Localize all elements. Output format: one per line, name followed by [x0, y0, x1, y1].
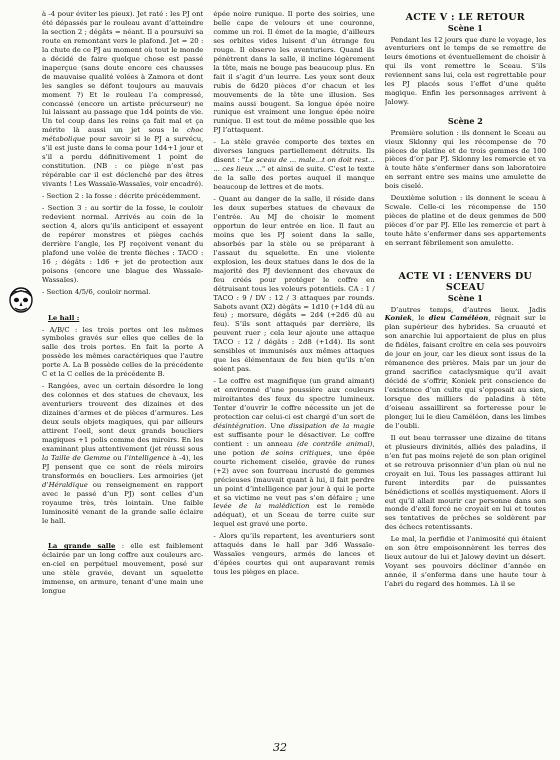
paragraph: Pendant les 12 jours que dure le voyage, les aventuriers ont le temps de se remettre de leurs émotions et éventuellement de choisir à qui ils vont remettre le Sceau. S’ils reviennent sans lui, cela est regrettable pour les PJ placés sous l’effet d’une quête magique. Enfin les personnages arrivent à Jalowy. — [384, 35, 546, 107]
column-2 — [213, 10, 374, 722]
paragraph: Le mal, la perfidie et l’animosité qui étaient en son être empoisonnèrent les terres des lieux autour de lui et Jalowy devint un désert. Voyant ses pouvoirs décliner d’année en année, il s’enferma dans une haute tour à l’abri du regard des hommes. Là il se — [384, 535, 546, 589]
paragraph: - Section 4/5/6, couloir normal. — [42, 287, 151, 296]
section-heading-hall: Le hall : — [48, 313, 80, 322]
skull-face-icon — [6, 286, 36, 316]
act-6-scene-1-title: Scène 1 — [447, 293, 483, 304]
paragraph: La grande salle : elle est faiblement éclairée par un long coffre aux couleurs arc-en-ciel en perpétuel mouvement, posé sur une stèle gravée, devant un squelette immense, en armure, tenant d’une main une longue — [42, 542, 204, 596]
paragraph: Deuxième solution : ils donnent le sceau à Scwale. Celle-ci les récompense de 150 pièces de platine et de deux gemmes de 500 pièces d’or par PJ. Elle les remercie et part à toute hâte s’enfermer dans ses appartements en serrant fébrilement son amulette. — [384, 194, 546, 248]
paragraph: épée noire runique. Il porte des soiries, une belle cape de velours et une couronne, comme un roi. Il émet de la magie, d’ailleurs ses orbites vides luisent d’un étrange feu rouge. Il observe les aventuriers. Quand ils pénètrent dans la salle, il incline légèrement la tête, mais ne bouge pas beaucoup plus. En fait il s’agit d’un leurre. Les yeux sont deux rubis de 6d20 pièces d’or chacun et les mouvements de la tête une illusion. Ses mains aussi bougent. Sa longue épée noire runique est vraiment une longue épée noire runique. Il est tout de même possible que les PJ l’attaquent. — [213, 10, 375, 135]
text-columns — [42, 10, 546, 722]
column-3 — [385, 10, 546, 722]
page-number: 32 — [273, 741, 287, 754]
paragraph: à -4 pour éviter les pieux). Jet raté : les PJ ont été dépassés par le rouleau avant d’atteindre la section 2 ; dégâts = néant. Il a poursuivi sa route en remontant vers le plafond. Jet = 20 : la chute de ce PJ au moment où tout le monde a décidé de faire quelque chose est passé inaperçue (sans doute encore ces chausses de mauvaise qualité volées à Zamora et dont les sangles se défont toujours au mauvais moment ?) Et le rouleau l’a compressé, concassé (encore un artiste précurseur) ne lui laissant au passage que 1d4 points de vie. Un tel coup dans les reins ça fait mal et ça mérite là aussi un jet sous le choc métabolique pour savoir si le PJ a survécu, s’il est juste dans le coma pour 1d4+1 jour et s’il a perdu définitivement 1 point de constitution. (NB : ce piège n’est pas répérable car il est déclenché par des êtres vivants ! Les Wassaïe-Wassaïes, voir encadré). — [42, 10, 204, 189]
paragraph: - Alors qu’ils repartent, les aventuriers sont attaqués dans le hall par 3d6 Wassaïe-Wassaïes vengeurs, armés de lances et d’épées courtes qui ont auparavant remis tous les pièges en place. — [213, 532, 375, 577]
paragraph: Il eut beau terrasser une dizaine de titans et plusieurs divinités, alliés des paladins, il n’en fut pas moins rejeté de son plan originel et se retrouva prisonnier d’un plan où nul ne croyait en lui. Tous les passages attirant lui furent interdits par de puissantes bénédictions et scellés mystiquement. Alors il eut qu’il allait mourir car personne dans son monde d’exil forcé ne croyait en lui et toutes ses tentatives de prêches se soldèrent par des échecs retentissants. — [384, 433, 546, 532]
paragraph: - Quant au danger de la salle, il réside dans les deux superbes statues de chevaux de l’entrée. Au MJ de choisir le moment opportun de leur entrée en lice. Il faut au moins que les PJ soient dans la salle, absorbés par la stèle ou se préparant à l’assaut du squelette. En une violente explosion, les deux statues dans le dos de la majorité des PJ deviennent des chevaux de feu créés pour protéger le coffre en détruisant tous les voleurs potentiels. CA : 1 / TACO : 9 / DV : 12 / 3 attaques par rounds. Sabots avant (X2) dégâts = 1d10 (+1d4 dû au feu) ; morsure, dégâts = 2d4 (+2d6 dû au feu). S’ils sont attaqués par derrière, ils peuvent ruer ; cela leur ajoute une attaque TACO : 12 / dégâts : 2d8 (+1d4). Ils sont sensibles et immunisés aux mêmes attaques que les élémentaux de feu bien qu’ils n’en soient pas. — [213, 195, 375, 374]
paragraph: - Rangées, avec un certain désordre le long des colonnes et des statues de chevaux, les aventuriers trouvent des dizaines et des dizaines d’armes et de pièces d’armures. Les deux seuls objets magiques, qui par ailleurs attirent l’oeil, sont deux grands boucliers magiques +1 polis comme des miroirs. En les examinant plus attentivement (jet réussi sous la Taille de Gemme ou l’intelligence à -4), les PJ pensent que ce sont de réels miroirs transformés en boucliers. Les armoiries (jet d’Héraldique ou renseignement en rapport avec le passé d’un PJ) sont celles d’un royaume très, très lointain. Une faible luminosité venant de la grande salle éclaire le hall. — [42, 382, 204, 525]
paragraph: - Section 2 : la fosse : décrite précédemment. — [42, 192, 201, 201]
paragraph: - Section 3 : au sortir de la fosse, le couloir redevient normal. Arrivés au coin de la section 4, alors qu’ils anticipent et essayent de repérer monstres et pièges cachés derrière l’angle, les PJ reçoivent venant du plafond une volée de trente flèches : TACO : 16 ; dégâts : 1d6 + jet de protection aux poisons (encore une blague des Wassaïe-Wassaïes). — [42, 204, 204, 284]
act-5-scene-2-title: Scène 2 — [447, 116, 483, 127]
paragraph: - A/B/C : les trois portes ont les mêmes symboles gravés sur elles que celles de la salle des trois portes. En fait la porte A possède les mêmes caractériques que l’autre porte A. La B possède celles de la précédente C et la C celles de la précédente B. — [42, 325, 204, 379]
section-heading-grande-salle: La grande salle — [48, 542, 116, 551]
column-1 — [42, 10, 203, 722]
act-5-title: ACTE V : LE RETOUR — [405, 12, 525, 23]
act-6-title: ACTE VI : L’ENVERS DU SCEAU — [398, 271, 533, 294]
paragraph: Première solution : ils donnent le Sceau au vieux Sklonny qui les récompense de 70 pièces de platine et de trois gemmes de 100 pièces d’or par PJ. Sklonny les remercie et va à toute hâte s’enfermer dans son laboratoire en serrant entre ses mains une amulette de bois ciselé. — [384, 128, 546, 191]
paragraph: D’autres temps, d’autres lieux. Jadis Koniek, le dieu Caméléon, régnait sur le plan supérieur des hybrides. Sa cruauté et son anarchie lui apportaient de plus en plus de fidèles, faisant croître en cela ses pouvoirs de jour en jour, car les dieux sont issus de la rémanence des prières. Mais par un jour de grand sacrifice cataclysmique qu’il avait décidé de s’offrir, Koniek prit conscience de l’existence d’un culte qui s’opposait au sien, lorsque des milliers de paladins à tête d’oiseau assaillirent sa forteresse pour le plonger, lui le dieu Caméléon, dans les limbes de l’oubli. — [384, 305, 546, 430]
paragraph: - Le coffre est magnifique (un grand aimant) et environné d’une poussière aux couleurs miroitantes des feux du spectre lumineux. Tenter d’ouvrir le coffre nécessite un jet de protection car celui-ci est chargé d’un sort de désintégration. Une dissipation de la magie est suffisante pour le désactiver. Le coffre contient : un anneau (de contrôle animal), une potion de soins critiques, une épée courte richement ciselée, gravée de runes (+2) avec son fourreau incrusté de gemmes précieuses (mauvait quant à lui, il fait perdre un point d’intelligence par jour à qui le porte et sa victime ne veut pas s’en défaire ; une levée de la malédiction est le remède adéquat), et un Sceau de terre cuite sur lequel est gravé une porte. — [213, 377, 375, 529]
act-5-scene-1-title: Scène 1 — [447, 23, 483, 33]
paragraph: - La stèle gravée comporte des textes en diverses langues partiellement détruits. Ils disent : "Le sceau de ... male...t on doit rest... ... ces lieux ..." et ainsi de suite. C’est le texte de la salle des portes auquel il manque beaucoup de lettres et de mots. — [213, 138, 375, 192]
